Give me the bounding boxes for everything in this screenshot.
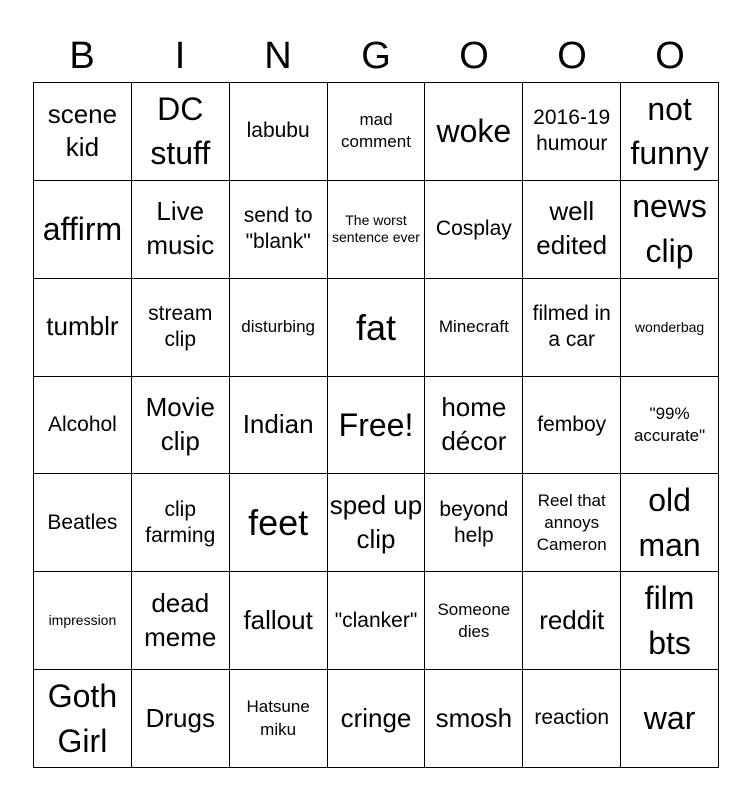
bingo-cell[interactable]: [34, 181, 132, 279]
cell-label: home décor: [441, 392, 507, 456]
bingo-cell[interactable]: [523, 377, 621, 475]
bingo-cell[interactable]: [328, 474, 426, 572]
bingo-cell[interactable]: [328, 279, 426, 377]
bingo-header: [33, 30, 719, 82]
cell-label: Alcohol: [47, 412, 117, 436]
header-letter-o-2: O: [557, 35, 587, 77]
cell-label: impression: [48, 612, 117, 629]
bingo-cell[interactable]: [132, 279, 230, 377]
bingo-cell[interactable]: [34, 474, 132, 572]
cell-label: not funny: [630, 90, 709, 172]
bingo-cell[interactable]: [425, 83, 523, 181]
bingo-cell[interactable]: [621, 572, 719, 670]
bingo-cell[interactable]: [34, 279, 132, 377]
bingo-cell[interactable]: [328, 181, 426, 279]
bingo-cell[interactable]: [621, 279, 719, 377]
bingo-cell[interactable]: [230, 83, 328, 181]
cell-label: reaction: [534, 706, 610, 730]
bingo-cell[interactable]: [132, 474, 230, 572]
cell-label: old man: [638, 482, 701, 563]
cell-label: "99% accurate": [633, 403, 706, 445]
bingo-cell[interactable]: [425, 572, 523, 670]
bingo-cell[interactable]: [425, 279, 523, 377]
bingo-cell[interactable]: [230, 572, 328, 670]
bingo-cell[interactable]: [230, 181, 328, 279]
bingo-cell[interactable]: [132, 377, 230, 475]
bingo-cell[interactable]: [328, 377, 426, 475]
bingo-cell[interactable]: [132, 181, 230, 279]
cell-label: scene kid: [47, 98, 118, 163]
bingo-cell[interactable]: [425, 670, 523, 768]
header-letter-o-3: O: [655, 35, 685, 77]
bingo-cell[interactable]: [132, 572, 230, 670]
cell-label: Someone dies: [437, 599, 511, 641]
header-letter-o-1: O: [459, 35, 489, 77]
bingo-cell[interactable]: [230, 279, 328, 377]
bingo-cell[interactable]: [425, 181, 523, 279]
cell-label: cringe: [340, 702, 412, 733]
cell-label: stream clip: [148, 301, 213, 352]
cell-label: sped up clip: [329, 490, 423, 554]
cell-label: dead meme: [144, 587, 217, 652]
bingo-cell[interactable]: [34, 670, 132, 768]
cell-label: tumblr: [46, 311, 119, 342]
cell-label: film bts: [644, 579, 695, 661]
bingo-cell[interactable]: [523, 670, 621, 768]
bingo-cell[interactable]: [328, 83, 426, 181]
cell-label: Minecraft: [438, 317, 509, 337]
header-letter-b: B: [69, 35, 95, 77]
cell-label: affirm: [42, 210, 123, 247]
header-letter-n: N: [264, 35, 292, 77]
bingo-cell[interactable]: [621, 377, 719, 475]
cell-label: Live music: [146, 196, 215, 261]
cell-label: fat: [355, 306, 396, 348]
cell-label: news clip: [632, 188, 707, 270]
cell-label: Reel that annoys Cameron: [536, 490, 607, 554]
cell-label: mad comment: [341, 110, 411, 152]
cell-label: clip farming: [145, 497, 216, 547]
cell-label: filmed in a car: [532, 301, 611, 352]
bingo-cell[interactable]: [523, 83, 621, 181]
cell-label: disturbing: [241, 317, 315, 337]
cell-label: DC stuff: [150, 90, 211, 172]
cell-label: Free!: [338, 406, 414, 443]
cell-label: "clanker": [334, 608, 418, 632]
bingo-cell[interactable]: [132, 670, 230, 768]
bingo-cell[interactable]: [328, 670, 426, 768]
bingo-cell[interactable]: [523, 474, 621, 572]
cell-label: Beatles: [47, 510, 118, 534]
bingo-cell[interactable]: [230, 670, 328, 768]
bingo-cell[interactable]: [523, 181, 621, 279]
bingo-cell[interactable]: [425, 474, 523, 572]
cell-label: 2016-19 humour: [533, 106, 611, 156]
bingo-cell[interactable]: [621, 181, 719, 279]
bingo-cell[interactable]: [621, 670, 719, 768]
bingo-cell[interactable]: [34, 377, 132, 475]
bingo-cell[interactable]: [132, 83, 230, 181]
cell-label: Goth Girl: [47, 677, 118, 759]
bingo-cell[interactable]: [34, 572, 132, 670]
cell-label: send to "blank": [243, 204, 313, 254]
bingo-cell[interactable]: [523, 279, 621, 377]
bingo-cell[interactable]: [621, 83, 719, 181]
cell-label: wonderbag: [634, 318, 705, 335]
cell-label: Indian: [242, 409, 314, 440]
cell-label: fallout: [243, 604, 313, 635]
bingo-cell[interactable]: [425, 377, 523, 475]
cell-label: woke: [436, 113, 512, 150]
cell-label: smosh: [435, 702, 513, 733]
cell-label: reddit: [539, 604, 605, 635]
cell-label: war: [643, 700, 696, 737]
cell-label: Cosplay: [435, 217, 512, 241]
bingo-cell[interactable]: [230, 474, 328, 572]
cell-label: feet: [248, 502, 309, 544]
cell-label: labubu: [246, 119, 310, 143]
cell-label: well edited: [536, 196, 608, 261]
cell-label: femboy: [537, 412, 607, 436]
bingo-cell[interactable]: [523, 572, 621, 670]
header-letter-g: G: [361, 35, 391, 77]
header-letter-i: I: [174, 35, 186, 77]
bingo-cell[interactable]: [328, 572, 426, 670]
cell-label: Drugs: [145, 702, 215, 733]
bingo-cell[interactable]: [34, 83, 132, 181]
cell-label: The worst sentence ever: [332, 212, 420, 246]
bingo-cell[interactable]: [230, 377, 328, 475]
bingo-cell[interactable]: [621, 474, 719, 572]
cell-label: Movie clip: [145, 392, 215, 456]
bingo-board: [33, 82, 719, 768]
cell-label: beyond help: [439, 497, 509, 547]
cell-label: Hatsune miku: [246, 697, 310, 739]
